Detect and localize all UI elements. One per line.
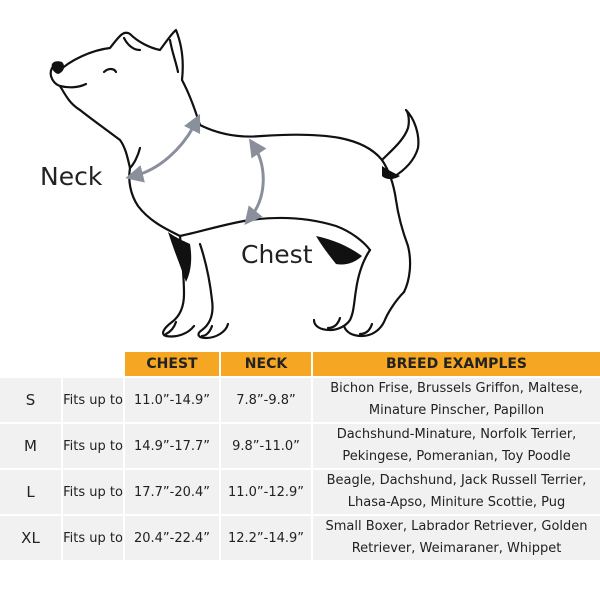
breed-line: Small Boxer, Labrador Retriever, Golden [325,519,588,534]
size-cell: L [0,469,62,515]
chest-arrow [250,146,263,218]
chest-cell: 17.7”-20.4” [124,469,220,515]
breed-line: Retriever, Weimaraner, Whippet [351,541,562,556]
breed-cell [312,377,600,423]
size-cell: M [0,423,62,469]
breed-cell [312,423,600,469]
header-neck: NECK [220,352,312,377]
breed-line: Beagle, Dachshund, Jack Russell Terrier, [326,473,587,488]
header-blank-fits [62,352,124,377]
neck-arrow [134,122,196,176]
breed-line: Lhasa-Apso, Miniture Scottie, Pug [347,495,566,510]
neck-cell: 9.8”-11.0” [220,423,312,469]
neck-cell: 12.2”-14.9” [220,515,312,560]
breed-line: Bichon Frise, Brussels Griffon, Maltese, [330,381,583,396]
neck-cell: 7.8”-9.8” [220,377,312,423]
chest-cell: 20.4”-22.4” [124,515,220,560]
size-chart-table [0,352,600,560]
table-row [0,377,600,423]
fits-cell: Fits up to [62,423,124,469]
table-row [0,423,600,469]
chest-label: Chest [241,240,313,269]
header-blank-size [0,352,62,377]
breed-line: Pekingese, Pomeranian, Toy Poodle [342,449,571,464]
neck-cell: 11.0”-12.9” [220,469,312,515]
fits-cell: Fits up to [62,469,124,515]
size-cell: S [0,377,62,423]
header-chest: CHEST [124,352,220,377]
size-cell: XL [0,515,62,560]
breed-cell [312,515,600,560]
chest-cell: 11.0”-14.9” [124,377,220,423]
breed-line: Dachshund-Minature, Norfolk Terrier, [336,427,577,442]
breed-line: Minature Pinscher, Papillon [368,403,545,418]
header-breed-examples: BREED EXAMPLES [312,352,600,377]
fits-cell: Fits up to [62,515,124,560]
neck-label: Neck [40,162,103,191]
table-row [0,469,600,515]
breed-cell [312,469,600,515]
table-header-row [0,352,600,377]
dog-back [200,125,382,160]
chest-cell: 14.9”-17.7” [124,423,220,469]
table-row [0,515,600,560]
fits-cell: Fits up to [62,377,124,423]
